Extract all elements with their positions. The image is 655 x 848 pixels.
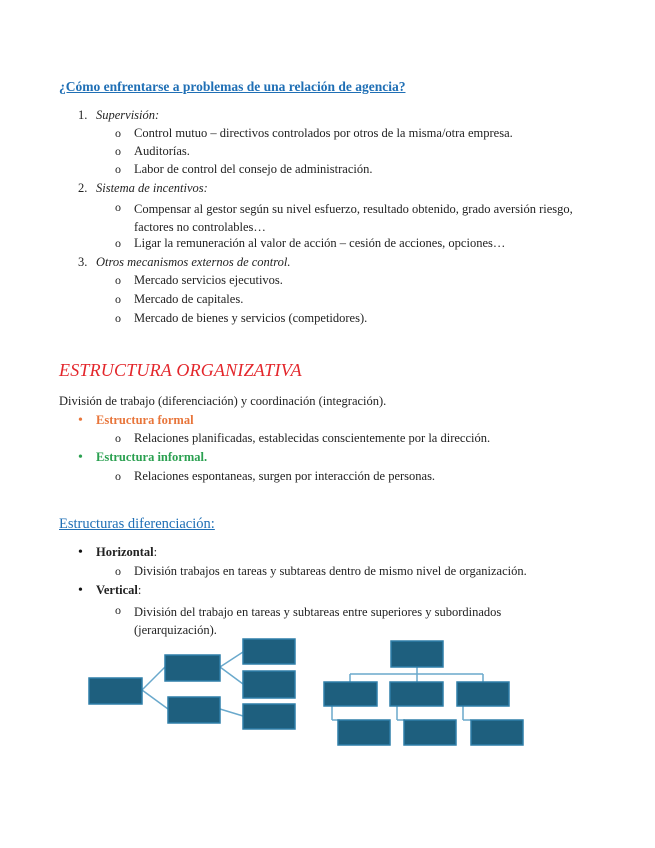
- circle-bullet-icon: o: [115, 564, 121, 578]
- diagram-box: [165, 655, 220, 681]
- list-item: Mercado de bienes y servicios (competidores).: [134, 311, 368, 325]
- horizontal-diagram: [89, 639, 295, 729]
- circle-bullet-icon: o: [115, 236, 121, 250]
- structure-intro: División de trabajo (diferenciación) y coordinación (integración).: [59, 394, 387, 408]
- circle-bullet-icon: o: [115, 431, 121, 445]
- list-item: Compensar al gestor según su nivel esfuerzo, resultado obtenido, grado aversión riesgo, factores no controlables…: [134, 202, 573, 234]
- structure-type-formal: Estructura formal: [96, 413, 194, 427]
- list-title: Supervisión:: [96, 108, 160, 122]
- circle-bullet-icon: o: [115, 273, 121, 287]
- bullet-dot-icon: •: [78, 450, 83, 465]
- diagram-box: [471, 720, 523, 745]
- circle-bullet-icon: o: [115, 200, 121, 214]
- diff-type-label: Vertical: [96, 583, 138, 597]
- list-item: Control mutuo – directivos controlados por otros de la misma/otra empresa.: [134, 126, 513, 140]
- list-number: 2.: [78, 181, 88, 195]
- list-item: Relaciones planificadas, establecidas conscientemente por la dirección.: [134, 431, 491, 445]
- bullet-dot-icon: •: [78, 413, 83, 428]
- circle-bullet-icon: o: [115, 603, 121, 617]
- diagram-box: [168, 697, 220, 723]
- diff-type-suffix: :: [153, 545, 158, 559]
- vertical-diagram: [324, 641, 523, 745]
- bullet-dot-icon: •: [78, 545, 83, 560]
- list-title: Otros mecanismos externos de control.: [96, 255, 291, 269]
- diagram-box: [390, 682, 443, 706]
- list-item: División trabajos en tareas y subtareas dentro de mismo nivel de organización.: [134, 564, 527, 578]
- diagram-box: [324, 682, 377, 706]
- list-title: Sistema de incentivos:: [96, 181, 208, 195]
- list-item: Labor de control del consejo de administración.: [134, 162, 373, 176]
- circle-bullet-icon: o: [115, 469, 121, 483]
- diagram-box: [89, 678, 142, 704]
- circle-bullet-icon: o: [115, 292, 121, 306]
- diagram-box: [338, 720, 390, 745]
- diff-type-label: Horizontal: [96, 545, 154, 559]
- list-item: Ligar la remuneración al valor de acción – cesión de acciones, opciones…: [134, 236, 506, 250]
- bullet-dot-icon: •: [78, 583, 83, 598]
- heading-agency: ¿Cómo enfrentarse a problemas de una relación de agencia?: [59, 79, 406, 94]
- diagram-box: [457, 682, 509, 706]
- list-item: División del trabajo en tareas y subtareas entre superiores y subordinados (jerarquización).: [134, 605, 502, 637]
- diagram-box: [391, 641, 443, 667]
- structure-type-informal: Estructura informal.: [96, 450, 208, 464]
- circle-bullet-icon: o: [115, 162, 121, 176]
- list-item: Auditorías.: [134, 144, 190, 158]
- list-item: Mercado servicios ejecutivos.: [134, 273, 283, 287]
- circle-bullet-icon: o: [115, 311, 121, 325]
- list-item: Mercado de capitales.: [134, 292, 244, 306]
- diagram-box: [404, 720, 456, 745]
- heading-differentiation: Estructuras diferenciación:: [59, 516, 215, 532]
- circle-bullet-icon: o: [115, 144, 121, 158]
- list-item: Relaciones espontaneas, surgen por interacción de personas.: [134, 469, 436, 483]
- heading-structure: ESTRUCTURA ORGANIZATIVA: [59, 360, 302, 380]
- circle-bullet-icon: o: [115, 126, 121, 140]
- list-number: 3.: [78, 255, 88, 269]
- list-number: 1.: [78, 108, 88, 122]
- diagram-box: [243, 639, 295, 664]
- diagram-box: [243, 704, 295, 729]
- diagram-box: [243, 671, 295, 698]
- diff-type-suffix: :: [137, 583, 142, 597]
